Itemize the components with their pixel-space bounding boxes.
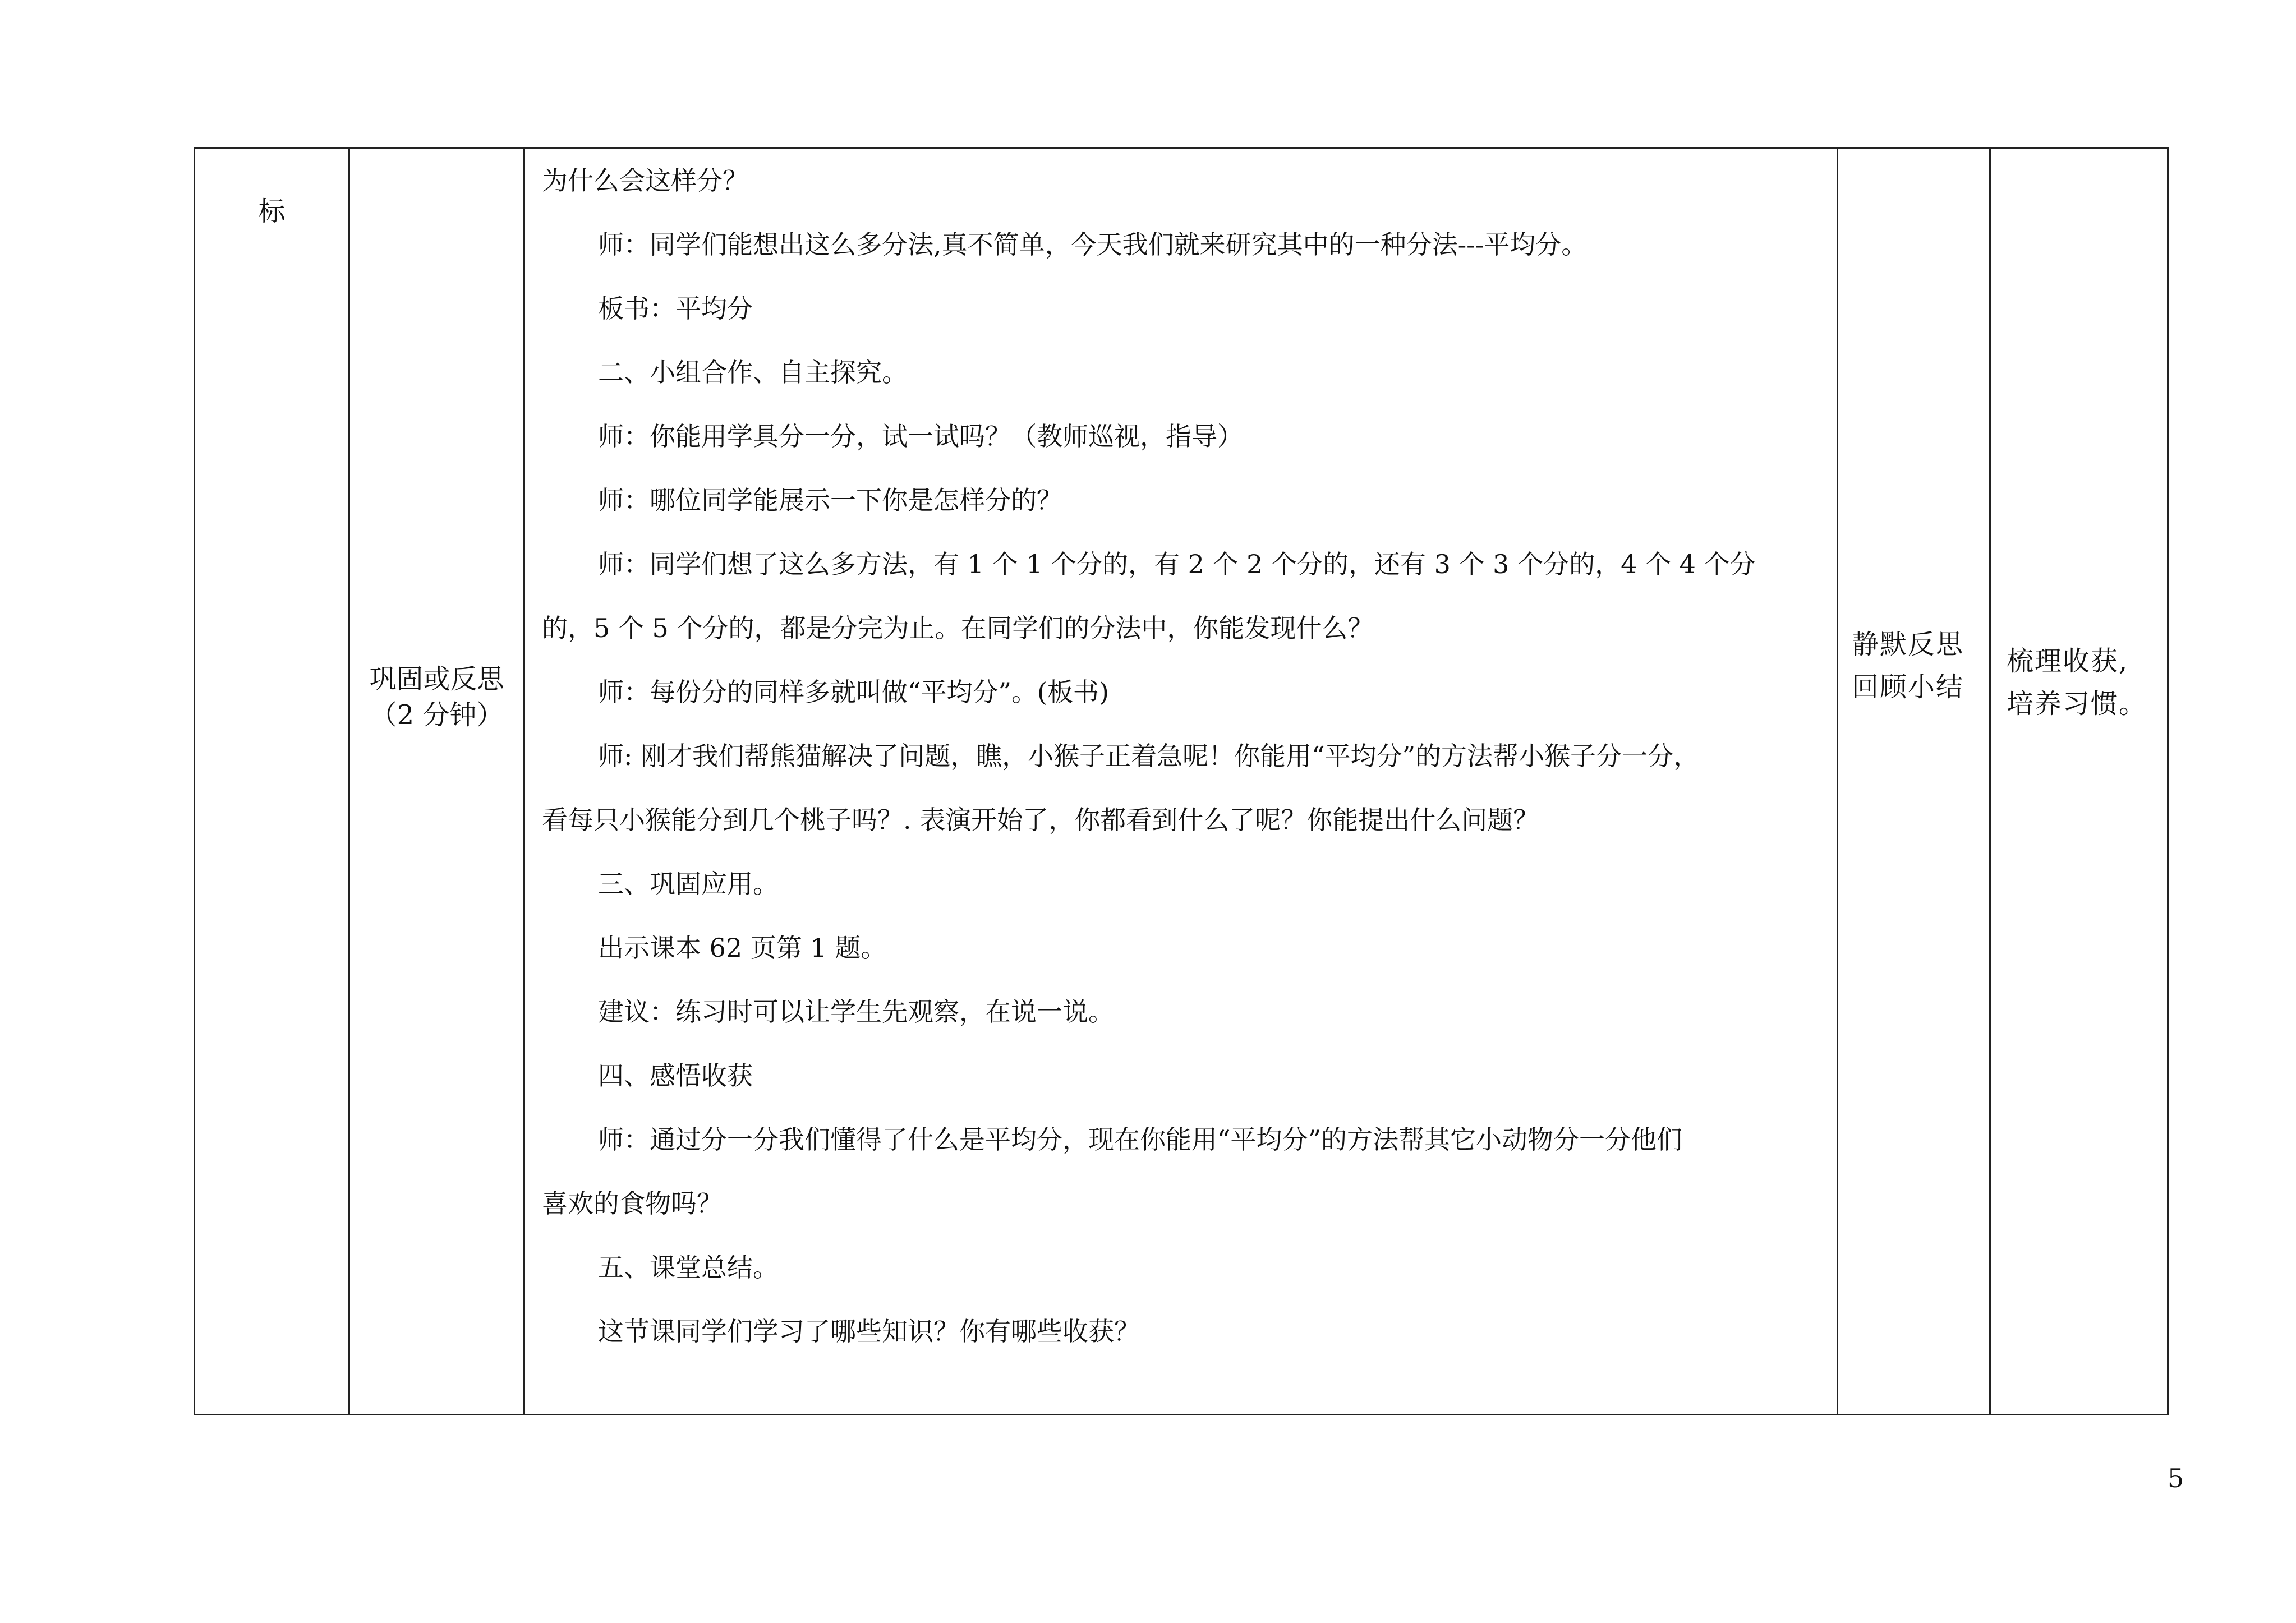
- stage-title: 巩固或反思: [369, 663, 504, 695]
- content-line: 这节课同学们学习了哪些知识？你有哪些收获？: [598, 1316, 1140, 1347]
- stage-cell: [349, 148, 524, 1415]
- table-row: [195, 148, 2168, 1415]
- design-intent-line: 梳理收获,: [2007, 645, 2129, 677]
- student-activity-line: 静默反思: [1852, 629, 1964, 660]
- design-intent-cell: [1990, 148, 2168, 1415]
- lesson-plan-table: [194, 147, 2169, 1415]
- content-line: 出示课本 62 页第 1 题。: [598, 933, 887, 963]
- student-activity-label: [1852, 623, 1984, 708]
- content-line: 师：每份分的同样多就叫做“平均分”。(板书): [598, 677, 1109, 707]
- goal-cell: [195, 148, 349, 1415]
- content-line: 师: 刚才我们帮熊猫解决了问题，瞧，小猴子正着急呢！你能用“平均分”的方法帮小猴子分一分，: [598, 741, 1700, 771]
- design-intent-label: [2007, 640, 2161, 725]
- student-activity-cell: [1838, 148, 1990, 1415]
- content-line: 师：同学们想了这么多方法，有 1 个 1 个分的，有 2 个 2 个分的，还有 3 个 3 个分的，4 个 4 个分: [598, 549, 1756, 579]
- content-line: 师：通过分一分我们懂得了什么是平均分，现在你能用“平均分”的方法帮其它小动物分一分他们: [598, 1124, 1683, 1155]
- content-line: 二、小组合作、自主探究。: [598, 357, 908, 388]
- design-intent-line: 培养习惯。: [2007, 688, 2147, 720]
- content-line: 五、课堂总结。: [598, 1252, 779, 1283]
- content-line: 师：你能用学具分一分，试一试吗？（教师巡视，指导）: [598, 421, 1243, 451]
- page-number: 5: [2168, 1463, 2184, 1493]
- goal-label: 标: [258, 196, 286, 227]
- content-line: 三、巩固应用。: [598, 869, 779, 899]
- content-line: 师：同学们能想出这么多分法,真不简单，今天我们就来研究其中的一种分法---平均分。: [598, 229, 1588, 260]
- content-line: 四、感悟收获: [598, 1061, 753, 1091]
- stage-duration: （2 分钟）: [370, 699, 504, 731]
- student-activity-line: 回顾小结: [1852, 671, 1964, 703]
- teaching-content-cell: [524, 148, 1838, 1415]
- content-line: 板书：平均分: [598, 293, 753, 324]
- content-line: 喜欢的食物吗？: [542, 1188, 723, 1219]
- content-line: 的，5 个 5 个分的，都是分完为止。在同学们的分法中，你能发现什么？: [542, 613, 1374, 643]
- content-line: 建议：练习时可以让学生先观察，在说一说。: [598, 997, 1114, 1027]
- stage-label: [350, 661, 523, 733]
- content-line: 为什么会这样分？: [542, 165, 748, 196]
- content-line: 看每只小猴能分到几个桃子吗？. 表演开始了，你都看到什么了呢？你能提出什么问题？: [542, 805, 1539, 835]
- content-line: 师：哪位同学能展示一下你是怎样分的？: [598, 485, 1062, 515]
